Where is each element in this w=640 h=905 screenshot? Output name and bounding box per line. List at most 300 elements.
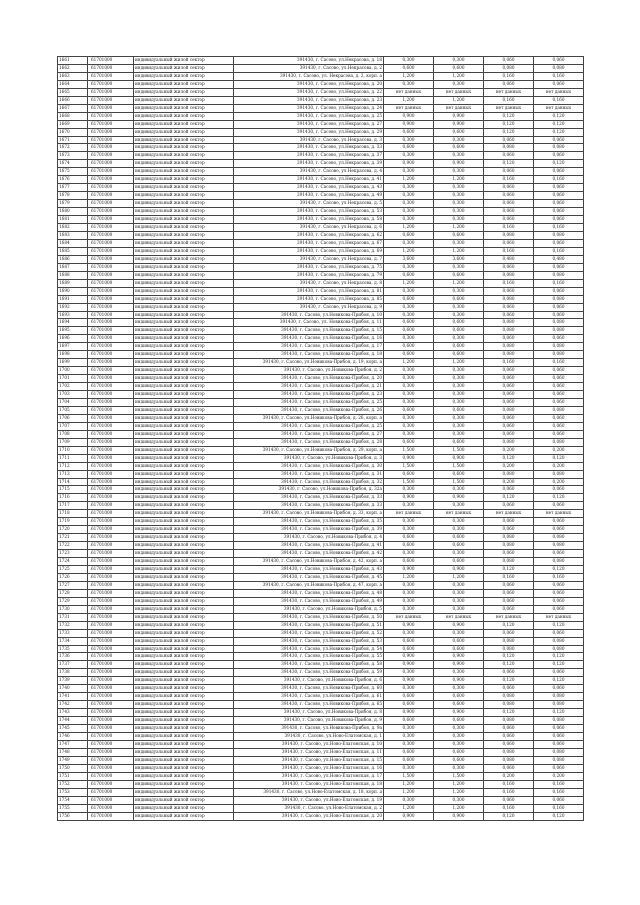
value-4-cell: нет данных <box>534 88 584 96</box>
sector-cell: индивидуальный жилой сектор <box>134 462 234 470</box>
address-cell: 391430, г. Сасово, ул.Некрасова, д. 20 <box>234 80 384 88</box>
table-row <box>58 295 584 303</box>
value-3-cell: 0,080 <box>484 343 534 351</box>
value-2-cell: 1,500 <box>434 462 484 470</box>
address-cell: 391430, г. Сасово, ул.Новикова-Прибоя, д. 25 <box>234 422 384 430</box>
table-row <box>58 80 584 88</box>
sector-cell: индивидуальный жилой сектор <box>134 112 234 120</box>
value-2-cell: 0,600 <box>434 319 484 327</box>
value-3-cell: 0,060 <box>484 287 534 295</box>
value-3-cell: 0,200 <box>484 772 534 780</box>
value-4-cell: 0,080 <box>534 319 584 327</box>
value-3-cell: 0,160 <box>484 72 534 80</box>
okato-code-cell: 61701000 <box>88 430 134 438</box>
address-cell: 391430, г. Сасово, ул.Новикова-Прибоя, д. 8 <box>234 709 384 717</box>
row-number-cell: 1701 <box>58 375 88 383</box>
value-4-cell: 0,060 <box>534 685 584 693</box>
value-2-cell: 0,600 <box>434 438 484 446</box>
address-cell: 391430, г. Сасово, ул.Ново-Елатомская, д. 16 <box>234 764 384 772</box>
sector-cell: индивидуальный жилой сектор <box>134 351 234 359</box>
table-row <box>58 478 584 486</box>
address-cell: 391430, г. Сасово, ул.Новикова-Прибоя, д. 5 <box>234 605 384 613</box>
table-row <box>58 661 584 669</box>
value-2-cell: 0,900 <box>434 120 484 128</box>
okato-code-cell: 61701000 <box>88 247 134 255</box>
row-number-cell: 1673 <box>58 152 88 160</box>
value-3-cell: 0,060 <box>484 430 534 438</box>
value-2-cell: 0,300 <box>434 796 484 804</box>
value-1-cell: 1,200 <box>384 573 434 581</box>
okato-code-cell: 61701000 <box>88 80 134 88</box>
sector-cell: индивидуальный жилой сектор <box>134 470 234 478</box>
okato-code-cell: 61701000 <box>88 661 134 669</box>
value-3-cell: 0,080 <box>484 470 534 478</box>
table-row <box>58 454 584 462</box>
address-cell: 391430, г. Сасово, ул.Новикова-Прибоя, д. 17 <box>234 343 384 351</box>
value-1-cell: 0,300 <box>384 430 434 438</box>
value-2-cell: 0,300 <box>434 287 484 295</box>
value-1-cell: 0,600 <box>384 748 434 756</box>
value-2-cell: 1,200 <box>434 224 484 232</box>
address-cell: 391430, г. Сасово, ул.Некрасова, д. 25 <box>234 112 384 120</box>
value-4-cell: 0,120 <box>534 112 584 120</box>
row-number-cell: 1736 <box>58 653 88 661</box>
table-row <box>58 558 584 566</box>
row-number-cell: 1728 <box>58 589 88 597</box>
row-number-cell: 1740 <box>58 685 88 693</box>
value-2-cell: 1,500 <box>434 772 484 780</box>
row-number-cell: 1712 <box>58 462 88 470</box>
table-row <box>58 128 584 136</box>
row-number-cell: 1708 <box>58 430 88 438</box>
value-2-cell: 0,900 <box>434 653 484 661</box>
value-2-cell: 0,300 <box>434 740 484 748</box>
table-row <box>58 160 584 168</box>
value-1-cell: 0,300 <box>384 725 434 733</box>
value-1-cell: 0,300 <box>384 422 434 430</box>
table-row <box>58 303 584 311</box>
value-1-cell: 0,600 <box>384 144 434 152</box>
table-row <box>58 756 584 764</box>
value-4-cell: 0,060 <box>534 526 584 534</box>
sector-cell: индивидуальный жилой сектор <box>134 96 234 104</box>
value-2-cell: 0,600 <box>434 406 484 414</box>
value-3-cell: 0,200 <box>484 446 534 454</box>
table-row <box>58 438 584 446</box>
sector-cell: индивидуальный жилой сектор <box>134 573 234 581</box>
row-number-cell: 1724 <box>58 558 88 566</box>
value-4-cell: 0,160 <box>534 72 584 80</box>
table-row <box>58 168 584 176</box>
value-3-cell: 0,160 <box>484 780 534 788</box>
table-row <box>58 446 584 454</box>
value-4-cell: 0,200 <box>534 446 584 454</box>
table-row <box>58 812 584 820</box>
value-1-cell: 0,300 <box>384 239 434 247</box>
okato-code-cell: 61701000 <box>88 518 134 526</box>
table-row <box>58 279 584 287</box>
sector-cell: индивидуальный жилой сектор <box>134 653 234 661</box>
value-2-cell: 0,300 <box>434 263 484 271</box>
table-row <box>58 645 584 653</box>
sector-cell: индивидуальный жилой сектор <box>134 733 234 741</box>
okato-code-cell: 61701000 <box>88 367 134 375</box>
address-cell: 391430, г. Сасово, ул.Новикова-Прибоя, д. 53 <box>234 637 384 645</box>
sector-cell: индивидуальный жилой сектор <box>134 398 234 406</box>
okato-code-cell: 61701000 <box>88 701 134 709</box>
address-cell: 391430, г. Сасово, ул.Новикова-Прибоя, д. 60 <box>234 685 384 693</box>
value-3-cell: 0,160 <box>484 224 534 232</box>
value-3-cell: 0,120 <box>484 566 534 574</box>
row-number-cell: 1674 <box>58 160 88 168</box>
row-number-cell: 1669 <box>58 120 88 128</box>
row-number-cell: 1687 <box>58 263 88 271</box>
value-4-cell: 0,160 <box>534 573 584 581</box>
row-number-cell: 1671 <box>58 136 88 144</box>
table-row <box>58 64 584 72</box>
address-cell: 391430, г. Сасово, ул.Некрасова, д. 75 <box>234 263 384 271</box>
row-number-cell: 1720 <box>58 526 88 534</box>
okato-code-cell: 61701000 <box>88 725 134 733</box>
value-4-cell: нет данных <box>534 613 584 621</box>
value-3-cell: 0,060 <box>484 239 534 247</box>
address-cell: 391430, г. Сасово, ул.Новикова-Прибоя, д. 23 <box>234 391 384 399</box>
value-1-cell: 1,200 <box>384 224 434 232</box>
value-1-cell: 0,600 <box>384 327 434 335</box>
table-row <box>58 88 584 96</box>
sector-cell: индивидуальный жилой сектор <box>134 128 234 136</box>
value-4-cell: 0,200 <box>534 478 584 486</box>
value-1-cell: нет данных <box>384 510 434 518</box>
address-cell: 391430, г. Сасово, ул.Новикова-Прибоя, д. 47, корп. а <box>234 581 384 589</box>
value-4-cell: 0,060 <box>534 263 584 271</box>
table-row <box>58 263 584 271</box>
value-3-cell: 0,060 <box>484 200 534 208</box>
value-1-cell: 0,300 <box>384 589 434 597</box>
value-1-cell: 0,600 <box>384 558 434 566</box>
value-1-cell: 1,200 <box>384 788 434 796</box>
table-row <box>58 693 584 701</box>
row-number-cell: 1731 <box>58 613 88 621</box>
table-row <box>58 717 584 725</box>
value-2-cell: 0,300 <box>434 430 484 438</box>
okato-code-cell: 61701000 <box>88 375 134 383</box>
value-1-cell: 0,300 <box>384 629 434 637</box>
row-number-cell: 1702 <box>58 383 88 391</box>
row-number-cell: 1738 <box>58 669 88 677</box>
value-4-cell: 0,060 <box>534 184 584 192</box>
value-1-cell: 0,300 <box>384 335 434 343</box>
value-1-cell: 0,600 <box>384 351 434 359</box>
value-2-cell: 1,200 <box>434 788 484 796</box>
okato-code-cell: 61701000 <box>88 303 134 311</box>
table-row <box>58 359 584 367</box>
table-row <box>58 772 584 780</box>
row-number-cell: 1729 <box>58 597 88 605</box>
value-1-cell: 0,300 <box>384 796 434 804</box>
table-row <box>58 621 584 629</box>
value-2-cell: 0,600 <box>434 717 484 725</box>
row-number-cell: 1668 <box>58 112 88 120</box>
value-2-cell: нет данных <box>434 88 484 96</box>
sector-cell: индивидуальный жилой сектор <box>134 478 234 486</box>
value-2-cell: 0,900 <box>434 621 484 629</box>
okato-code-cell: 61701000 <box>88 255 134 263</box>
sector-cell: индивидуальный жилой сектор <box>134 438 234 446</box>
value-4-cell: 0,120 <box>534 454 584 462</box>
value-3-cell: 0,120 <box>484 160 534 168</box>
value-2-cell: 0,300 <box>434 550 484 558</box>
value-4-cell: 0,060 <box>534 152 584 160</box>
value-4-cell: 0,120 <box>534 709 584 717</box>
value-1-cell: 0,600 <box>384 128 434 136</box>
address-cell: 391430, г. Сасово, ул.Новикова-Прибоя, д. 28 <box>234 438 384 446</box>
row-number-cell: 1727 <box>58 581 88 589</box>
value-2-cell: 1,200 <box>434 780 484 788</box>
okato-code-cell: 61701000 <box>88 327 134 335</box>
value-2-cell: 1,200 <box>434 573 484 581</box>
sector-cell: индивидуальный жилой сектор <box>134 701 234 709</box>
value-1-cell: 0,300 <box>384 518 434 526</box>
value-3-cell: 0,060 <box>484 518 534 526</box>
value-1-cell: 0,600 <box>384 645 434 653</box>
value-2-cell: 0,600 <box>434 343 484 351</box>
okato-code-cell: 61701000 <box>88 208 134 216</box>
sector-cell: индивидуальный жилой сектор <box>134 375 234 383</box>
value-1-cell: 0,900 <box>384 661 434 669</box>
address-cell: 391430, г. Сасово, ул.Некрасова, д. 43 <box>234 184 384 192</box>
sector-cell: индивидуальный жилой сектор <box>134 589 234 597</box>
okato-code-cell: 61701000 <box>88 669 134 677</box>
sector-cell: индивидуальный жилой сектор <box>134 780 234 788</box>
table-row <box>58 526 584 534</box>
value-1-cell: 0,900 <box>384 120 434 128</box>
sector-cell: индивидуальный жилой сектор <box>134 709 234 717</box>
sector-cell: индивидуальный жилой сектор <box>134 200 234 208</box>
address-cell: 391430, г. Сасово, ул.Некрасова, д. 33 <box>234 144 384 152</box>
address-cell: 391430, г. Сасово, ул.Новикова-Прибоя, д. 48 <box>234 589 384 597</box>
row-number-cell: 1704 <box>58 398 88 406</box>
address-cell: 391430, г. Сасово, ул.Некрасова, д. 6 <box>234 224 384 232</box>
sector-cell: индивидуальный жилой сектор <box>134 391 234 399</box>
value-4-cell: 0,080 <box>534 271 584 279</box>
row-number-cell: 1665 <box>58 88 88 96</box>
sector-cell: индивидуальный жилой сектор <box>134 685 234 693</box>
table-row <box>58 748 584 756</box>
value-3-cell: 0,060 <box>484 597 534 605</box>
value-3-cell: нет данных <box>484 613 534 621</box>
address-cell: 391430, г. Сасово, ул.Новикова-Прибоя, д. 31 <box>234 470 384 478</box>
value-2-cell: 0,300 <box>434 57 484 65</box>
okato-code-cell: 61701000 <box>88 112 134 120</box>
value-2-cell: 1,200 <box>434 176 484 184</box>
address-cell: 391430, г. Сасово, ул.Некрасова, д. 23 <box>234 96 384 104</box>
row-number-cell: 1713 <box>58 470 88 478</box>
value-4-cell: 0,060 <box>534 303 584 311</box>
address-cell: 391430, г. Сасово, ул.Новикова-Прибоя, д. 26 <box>234 406 384 414</box>
address-cell: 391430, г. Сасово, ул.Новикова-Прибоя, д. 29, корп. а <box>234 446 384 454</box>
table-row <box>58 733 584 741</box>
value-1-cell: 0,300 <box>384 152 434 160</box>
value-1-cell: 0,300 <box>384 764 434 772</box>
value-4-cell: 0,160 <box>534 780 584 788</box>
value-3-cell: 0,060 <box>484 184 534 192</box>
value-1-cell: 0,600 <box>384 693 434 701</box>
sector-cell: индивидуальный жилой сектор <box>134 605 234 613</box>
table-row <box>58 327 584 335</box>
value-4-cell: 0,160 <box>534 247 584 255</box>
row-number-cell: 1750 <box>58 764 88 772</box>
value-1-cell: 1,500 <box>384 446 434 454</box>
value-4-cell: 0,080 <box>534 343 584 351</box>
sector-cell: индивидуальный жилой сектор <box>134 756 234 764</box>
table-row <box>58 104 584 112</box>
address-cell: 391430, г. Сасово, ул.Новикова-Прибоя, д. 65 <box>234 701 384 709</box>
value-1-cell: 1,200 <box>384 780 434 788</box>
address-cell: 391430, г. Сасово, ул.Новикова-Прибоя, д. 2 <box>234 367 384 375</box>
value-1-cell: 0,600 <box>384 271 434 279</box>
sector-cell: индивидуальный жилой сектор <box>134 772 234 780</box>
value-4-cell: нет данных <box>534 510 584 518</box>
row-number-cell: 1709 <box>58 438 88 446</box>
okato-code-cell: 61701000 <box>88 239 134 247</box>
value-1-cell: 0,600 <box>384 64 434 72</box>
address-cell: 391430, г. Сасово, ул.Некрасова, д. 9 <box>234 303 384 311</box>
value-4-cell: 0,080 <box>534 748 584 756</box>
value-4-cell: 0,080 <box>534 542 584 550</box>
okato-code-cell: 61701000 <box>88 391 134 399</box>
value-4-cell: 0,160 <box>534 788 584 796</box>
table-row <box>58 653 584 661</box>
okato-code-cell: 61701000 <box>88 780 134 788</box>
row-number-cell: 1748 <box>58 748 88 756</box>
sector-cell: индивидуальный жилой сектор <box>134 57 234 65</box>
value-2-cell: 0,900 <box>434 677 484 685</box>
value-3-cell: 0,120 <box>484 812 534 820</box>
row-number-cell: 1718 <box>58 510 88 518</box>
value-3-cell: нет данных <box>484 510 534 518</box>
value-4-cell: 0,080 <box>534 231 584 239</box>
value-3-cell: 0,200 <box>484 478 534 486</box>
value-4-cell: 0,060 <box>534 597 584 605</box>
sector-cell: индивидуальный жилой сектор <box>134 542 234 550</box>
row-number-cell: 1661 <box>58 57 88 65</box>
row-number-cell: 1676 <box>58 176 88 184</box>
table-row <box>58 589 584 597</box>
value-1-cell: 1,500 <box>384 462 434 470</box>
value-2-cell: 0,600 <box>434 231 484 239</box>
value-1-cell: 0,600 <box>384 295 434 303</box>
address-cell: 391430, г. Сасово, ул.Новикова-Прибоя, д. 41 <box>234 542 384 550</box>
value-3-cell: 0,160 <box>484 176 534 184</box>
value-4-cell: 0,160 <box>534 279 584 287</box>
value-2-cell: 0,900 <box>434 661 484 669</box>
row-number-cell: 1739 <box>58 677 88 685</box>
address-cell: 391430, г. Сасово, ул.Новикова-Прибоя, д. 32 <box>234 478 384 486</box>
address-cell: 391430, г. Сасово, ул.Новикова-Прибоя, д. 58 <box>234 661 384 669</box>
value-3-cell: 0,120 <box>484 454 534 462</box>
okato-code-cell: 61701000 <box>88 772 134 780</box>
value-4-cell: 0,200 <box>534 772 584 780</box>
value-3-cell: 0,060 <box>484 383 534 391</box>
value-4-cell: 0,080 <box>534 438 584 446</box>
value-4-cell: 0,060 <box>534 796 584 804</box>
row-number-cell: 1680 <box>58 208 88 216</box>
value-3-cell: 0,060 <box>484 669 534 677</box>
row-number-cell: 1735 <box>58 645 88 653</box>
value-2-cell: 0,600 <box>434 558 484 566</box>
okato-code-cell: 61701000 <box>88 740 134 748</box>
address-cell: 391430, г. Сасово, ул.Ново-Елатомская, д. 18 <box>234 780 384 788</box>
value-4-cell: 0,120 <box>534 661 584 669</box>
address-cell: 391430, г. Сасово, ул.Ново-Елатомская, д. 2 <box>234 804 384 812</box>
okato-code-cell: 61701000 <box>88 128 134 136</box>
value-1-cell: нет данных <box>384 613 434 621</box>
address-cell: 391430, г. Сасово, ул.Новикова-Прибоя, д. 4 <box>234 534 384 542</box>
okato-code-cell: 61701000 <box>88 677 134 685</box>
table-row <box>58 271 584 279</box>
row-number-cell: 1697 <box>58 343 88 351</box>
value-2-cell: 0,300 <box>434 136 484 144</box>
value-3-cell: 0,060 <box>484 414 534 422</box>
value-4-cell: 0,160 <box>534 96 584 104</box>
value-1-cell: 0,300 <box>384 740 434 748</box>
address-cell: 391430, г. Сасово, ул.Некрасова, д. 69 <box>234 247 384 255</box>
value-1-cell: 0,300 <box>384 526 434 534</box>
value-3-cell: 0,060 <box>484 136 534 144</box>
value-3-cell: 0,080 <box>484 144 534 152</box>
table-row <box>58 136 584 144</box>
okato-code-cell: 61701000 <box>88 589 134 597</box>
value-1-cell: 0,300 <box>384 605 434 613</box>
table-row <box>58 231 584 239</box>
row-number-cell: 1752 <box>58 780 88 788</box>
address-cell: 391430, г. Сасово, ул.Новикова-Прибоя, д. 42 <box>234 550 384 558</box>
value-3-cell: 0,080 <box>484 319 534 327</box>
value-2-cell: 0,600 <box>434 542 484 550</box>
table-row <box>58 677 584 685</box>
value-1-cell: 0,600 <box>384 231 434 239</box>
value-2-cell: 3,600 <box>434 255 484 263</box>
address-cell: 391430, г. Сасово, ул.Новикова-Прибоя, д. 54 <box>234 645 384 653</box>
address-cell: 391430, г. Сасово, ул.Некрасова, д. 49 <box>234 192 384 200</box>
row-number-cell: 1723 <box>58 550 88 558</box>
sector-cell: индивидуальный жилой сектор <box>134 717 234 725</box>
sector-cell: индивидуальный жилой сектор <box>134 534 234 542</box>
sector-cell: индивидуальный жилой сектор <box>134 518 234 526</box>
okato-code-cell: 61701000 <box>88 144 134 152</box>
sector-cell: индивидуальный жилой сектор <box>134 558 234 566</box>
value-4-cell: 0,080 <box>534 534 584 542</box>
value-1-cell: 0,300 <box>384 192 434 200</box>
sector-cell: индивидуальный жилой сектор <box>134 216 234 224</box>
value-1-cell: 1,500 <box>384 478 434 486</box>
value-2-cell: 0,300 <box>434 398 484 406</box>
okato-code-cell: 61701000 <box>88 343 134 351</box>
value-4-cell: 0,120 <box>534 566 584 574</box>
table-row <box>58 351 584 359</box>
sector-cell: индивидуальный жилой сектор <box>134 629 234 637</box>
value-3-cell: 0,080 <box>484 645 534 653</box>
okato-code-cell: 61701000 <box>88 57 134 65</box>
table-row <box>58 629 584 637</box>
table-row <box>58 709 584 717</box>
sector-cell: индивидуальный жилой сектор <box>134 661 234 669</box>
value-1-cell: 0,600 <box>384 470 434 478</box>
row-number-cell: 1751 <box>58 772 88 780</box>
sector-cell: индивидуальный жилой сектор <box>134 247 234 255</box>
address-cell: 391430, г. Сасово, ул.Новикова-Прибоя, д. 25 <box>234 398 384 406</box>
